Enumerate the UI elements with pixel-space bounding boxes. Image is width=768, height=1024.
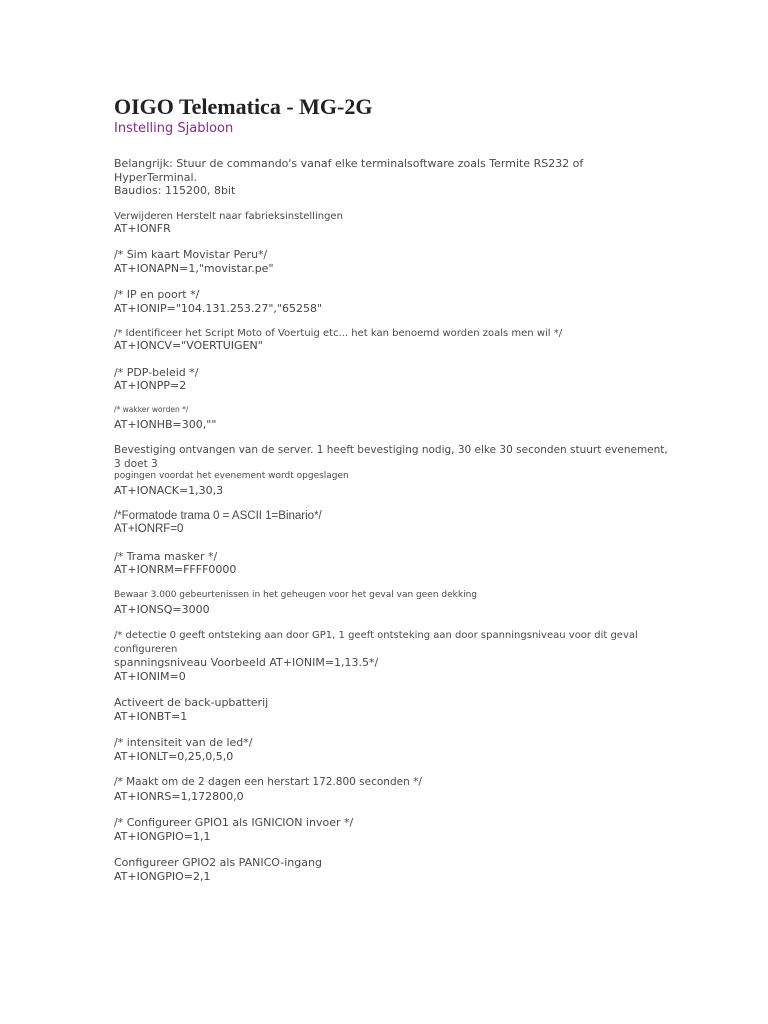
document-page <box>114 94 674 883</box>
section-comment: /* Trama masker */ <box>114 549 218 563</box>
section-gpio2 <box>114 856 674 883</box>
section-command: AT+IONIP="104.131.253.27","65258" <box>114 301 323 315</box>
section-ignition <box>114 629 674 683</box>
section-comment: Verwijderen Herstelt naar fabrieksinstellingen <box>114 210 343 222</box>
section-format <box>114 510 674 537</box>
section-command: AT+IONHB=300,"" <box>114 417 217 431</box>
section-command: AT+IONBT=1 <box>114 709 188 723</box>
section-storage <box>114 590 674 617</box>
section-comment: /* Sim kaart Movistar Peru*/ <box>114 248 268 261</box>
section-command: AT+IONLT=0,25,0,5,0 <box>114 749 234 763</box>
section-comment: /* Configureer GPIO1 als IGNICION invoer */ <box>114 816 354 829</box>
section-command: AT+IONRS=1,172800,0 <box>114 789 244 803</box>
section-command: AT+IONRF=0 <box>114 523 184 535</box>
section-comment: Bewaar 3.000 gebeurtenissen in het geheugen voor het geval van geen dekking <box>114 589 477 600</box>
section-comment: /* IP en poort */ <box>114 288 200 301</box>
section-identifier <box>114 328 674 353</box>
section-factory-reset <box>114 211 674 236</box>
section-comment: /* Identificeer het Script Moto of Voertuig etc... het kan benoemd worden zoals men wil */ <box>114 328 563 339</box>
section-comment: Configureer GPIO2 als PANICO-ingang <box>114 856 322 869</box>
section-mask <box>114 550 674 577</box>
section-comment: /*Formatode trama 0 = ASCII 1=Binario*/ <box>114 509 322 522</box>
document-title: OIGO Telematica - MG-2G <box>114 94 373 119</box>
intro-line: HyperTerminal. <box>114 170 198 184</box>
section-comment: /* Maakt om de 2 dagen een herstart 172.800 seconden */ <box>114 776 422 788</box>
section-restart <box>114 776 674 803</box>
section-command: AT+IONAPN=1,"movistar.pe" <box>114 261 274 275</box>
section-command: AT+IONIM=0 <box>114 669 186 683</box>
section-comment: /* wakker worden */ <box>114 404 189 414</box>
section-command: AT+IONRM=FFFF0000 <box>114 563 237 576</box>
section-command: AT+IONACK=1,30,3 <box>114 484 224 497</box>
section-comment: Bevestiging ontvangen van de server. 1 heeft bevestiging nodig, 30 elke 30 seconden stuurt evenement, 3 doet 3 <box>114 444 672 470</box>
section-command: AT+IONGPIO=2,1 <box>114 869 211 883</box>
section-battery <box>114 696 674 723</box>
section-ip <box>114 288 674 315</box>
section-pdp <box>114 366 674 393</box>
section-command: AT+IONSQ=3000 <box>114 602 210 616</box>
section-comment: pogingen voordat het evenement wordt opgeslagen <box>114 471 349 481</box>
section-comment: /* detectie 0 geeft ontsteking aan door GP1, 1 geeft ontsteking aan door spanningsniveau voor dit geval configureren <box>114 630 641 655</box>
section-wakeup <box>114 405 674 432</box>
section-command: AT+IONFR <box>114 221 171 235</box>
section-command: AT+IONCV="VOERTUIGEN" <box>114 339 263 352</box>
section-led <box>114 736 674 763</box>
section-apn <box>114 248 674 275</box>
section-command: AT+IONPP=2 <box>114 379 187 392</box>
section-gpio1 <box>114 816 674 843</box>
section-comment: spanningsniveau Voorbeeld AT+IONIM=1,13.5*/ <box>114 656 379 669</box>
section-comment: /* intensiteit van de led*/ <box>114 736 253 749</box>
document-subtitle: Instelling Sjabloon <box>114 121 234 136</box>
section-ack <box>114 444 674 498</box>
intro-line: Belangrijk: Stuur de commando's vanaf elke terminalsoftware zoals Termite RS232 of <box>114 157 584 170</box>
intro-line: Baudios: 115200, 8bit <box>114 184 236 197</box>
intro-block <box>114 157 674 198</box>
section-comment: Activeert de back-upbatterij <box>114 696 269 709</box>
section-command: AT+IONGPIO=1,1 <box>114 829 211 843</box>
section-comment: /* PDP-beleid */ <box>114 365 199 379</box>
